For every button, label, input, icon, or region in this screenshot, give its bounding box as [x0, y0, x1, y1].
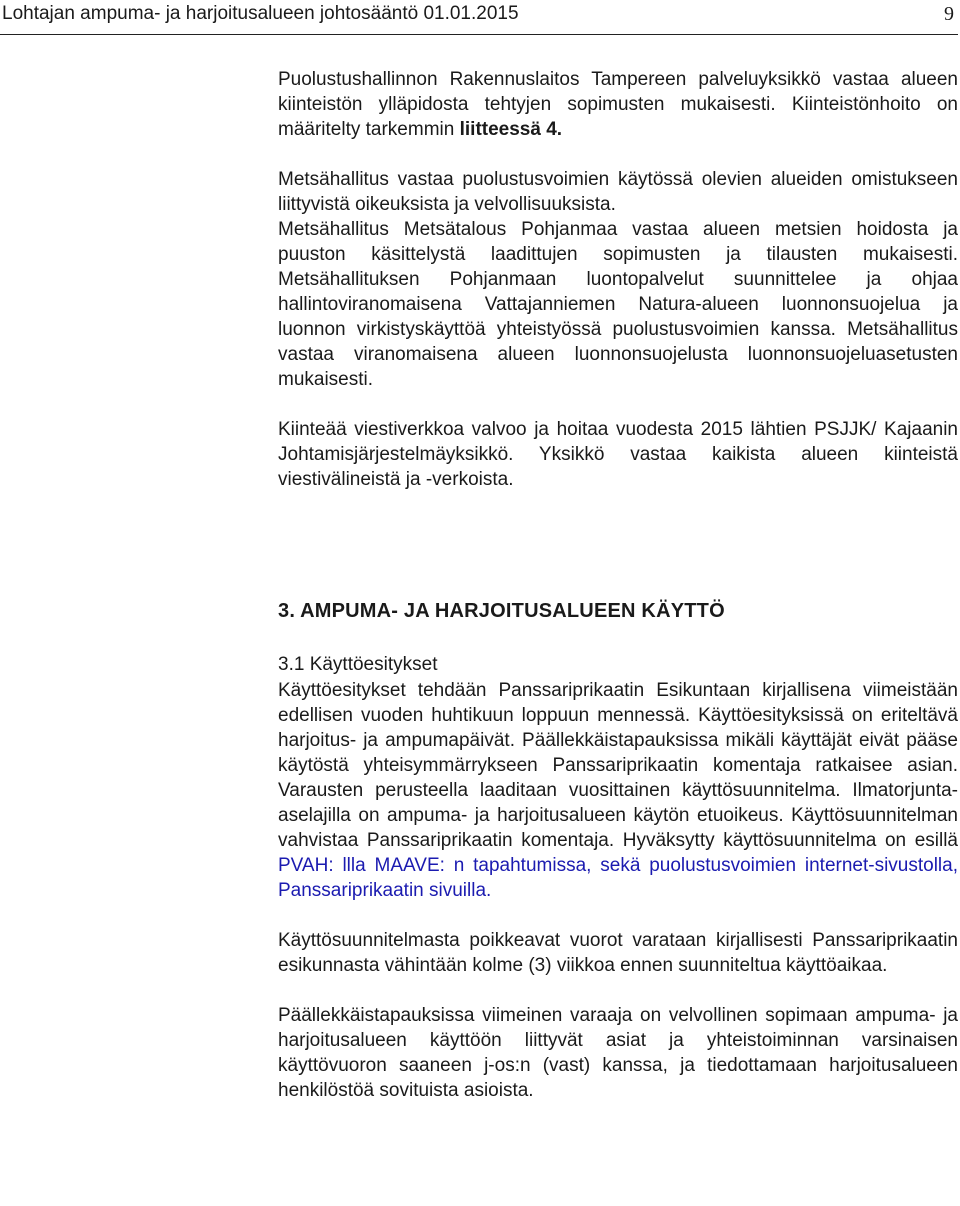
section-heading: 3. AMPUMA- JA HARJOITUSALUEEN KÄYTTÖ — [278, 600, 725, 622]
header-divider — [0, 34, 958, 35]
paragraph-gap — [278, 142, 958, 167]
paragraph-usage-requests — [278, 678, 958, 903]
paragraph-overlapping-cases: Päällekkäistapauksissa viimeinen varaaja on velvollinen sopimaan ampuma- ja harjoitusalueen käyttöön liittyvät asiat ja yhteistoiminnan varsinaisen käyttövuoron saaneen j-os:n (vast) kanssa, ja tiedottamaan harjoitusalueen henkilöstöä sovituista asioista. — [278, 1005, 958, 1101]
paragraph-text: Käyttöesitykset tehdään Panssariprikaatin Esikuntaan kirjallisena viimeistään edellisen vuoden huhtikuun loppuun mennessä. Käyttöesityksissä on eriteltävä harjoitus- ja ampumapäivät. Päällekkäistapauksissa mikäli käyttäjät eivät pääse käytöstä yhteisymmärrykseen Panssariprikaatin komentaja ratkaisee asian. Varausten perusteella laaditaan vuosittainen käyttösuunnitelma. Ilmatorjunta-aselajilla on ampuma- ja harjoitusalueen käytön etuoikeus. Käyttösuunnitelman vahvistaa Panssariprikaatin komentaja. Hyväksytty käyttösuunnitelma on esillä — [278, 680, 958, 851]
appendix-reference: liitteessä 4. — [459, 119, 563, 140]
document-header-title: Lohtajan ampuma- ja harjoitusalueen johtosääntö 01.01.2015 — [2, 3, 519, 24]
paragraph-deviating-reservations: Käyttösuunnitelmasta poikkeavat vuorot varataan kirjallisesti Panssariprikaatin esikunnasta vähintään kolme (3) viikkoa ennen suunniteltua käyttöaikaa. — [278, 930, 958, 976]
intro-section — [278, 67, 958, 492]
paragraph-gap — [278, 978, 958, 1003]
paragraph-text: Puolustushallinnon Rakennuslaitos Tampereen palveluyksikkö vastaa alueen kiinteistön ylläpidosta tehtyjen sopimusten mukaisesti. Kiinteistönhoito on määritelty tarkemmin — [278, 69, 958, 140]
paragraph-gap — [278, 903, 958, 928]
paragraph-gap — [278, 392, 958, 417]
subsection-heading: 3.1 Käyttöesitykset — [278, 654, 438, 675]
page-number: 9 — [944, 3, 954, 25]
pvah-link-text[interactable]: PVAH: llla MAAVE: n tapahtumissa, sekä puolustusvoimien internet-sivustolla, Panssariprikaatin sivuilla. — [278, 855, 958, 901]
paragraph-maintenance — [278, 67, 958, 142]
usage-section — [278, 678, 958, 1103]
paragraph-forest-management: Metsähallitus Metsätalous Pohjanmaa vastaa alueen metsien hoidosta ja puuston käsittelystä laadittujen sopimusten ja tilausten mukaisesti. Metsähallituksen Pohjanmaan luontopalvelut suunnittelee ja ohjaa hallintoviranomaisena Vattajanniemen Natura-alueen luonnonsuojelua ja luonnon virkistyskäyttöä yhteistyössä puolustusvoimien kanssa. Metsähallitus vastaa viranomaisena alueen luonnonsuojelusta luonnonsuojeluasetusten mukaisesti. — [278, 219, 958, 390]
paragraph-metsahallitus-ownership: Metsähallitus vastaa puolustusvoimien käytössä olevien alueiden omistukseen liittyvistä oikeuksista ja velvollisuuksista. — [278, 169, 958, 215]
paragraph-communications-network: Kiinteää viestiverkkoa valvoo ja hoitaa vuodesta 2015 lähtien PSJJK/ Kajaanin Johtamisjärjestelmäyksikkö. Yksikkö vastaa kaikista alueen kiinteistä viestivälineistä ja -verkoista. — [278, 419, 958, 490]
